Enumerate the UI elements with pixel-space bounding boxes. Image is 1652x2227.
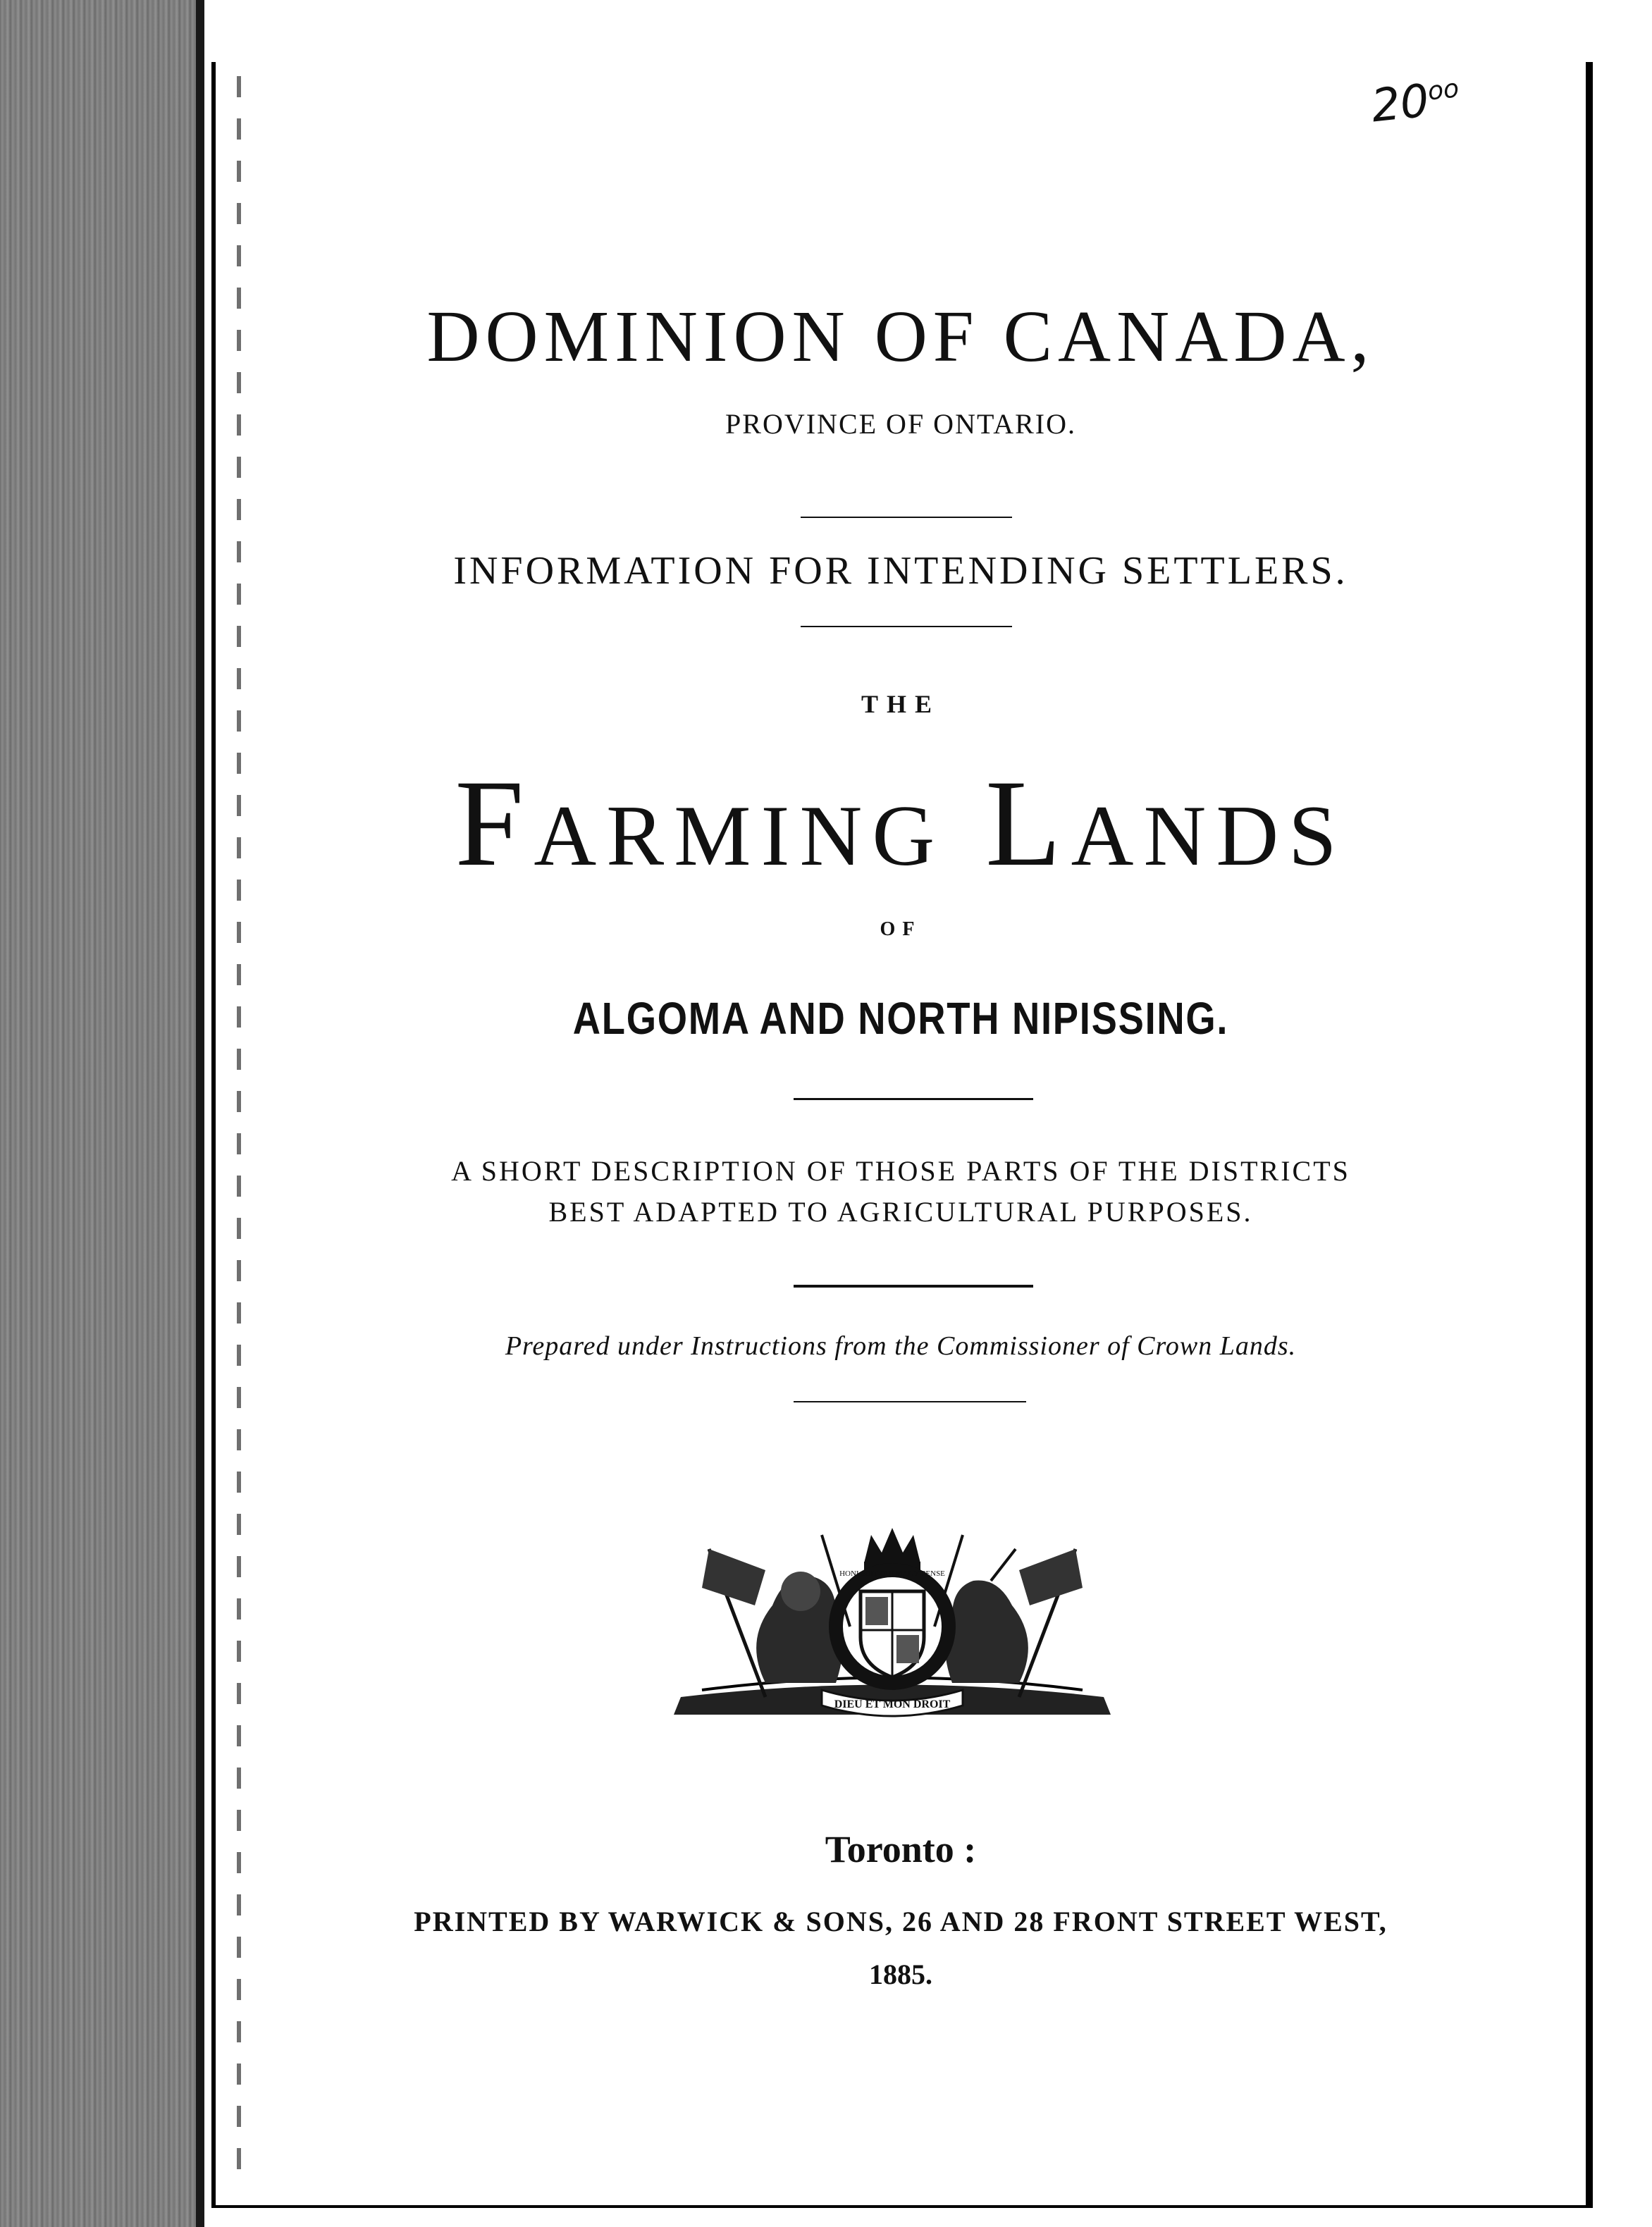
heading-of: OF (880, 918, 922, 940)
handwritten-price-note: $20^{oo}$ (1369, 74, 1460, 133)
motto-ribbon-text: DIEU ET MON DROIT (834, 1698, 951, 1710)
description-line-2: BEST ADAPTED TO AGRICULTURAL PURPOSES. (548, 1196, 1253, 1228)
title-page (211, 62, 1593, 2208)
divider-rule-2 (801, 626, 1012, 627)
imprint-year: 1885. (869, 1958, 932, 1990)
description-line-1: A SHORT DESCRIPTION OF THOSE PARTS OF THE DISTRICTS (451, 1155, 1350, 1187)
divider-rule-1 (801, 517, 1012, 518)
prepared-statement: Prepared under Instructions from the Commissioner of Crown Lands. (505, 1331, 1297, 1361)
heading-the: THE (861, 690, 941, 718)
divider-rule-3 (794, 1098, 1033, 1100)
royal-coat-of-arms-emblem (660, 1521, 1125, 1732)
divider-rule-5 (794, 1401, 1026, 1402)
binding-stitches (237, 76, 241, 2190)
heading-information: INFORMATION FOR INTENDING SETTLERS. (453, 549, 1348, 593)
main-title: Farming Lands (455, 755, 1347, 892)
description (216, 1151, 1586, 1233)
region-title: ALGOMA AND NORTH NIPISSING. (572, 993, 1229, 1044)
divider-rule-4 (794, 1285, 1033, 1288)
heading-province: PROVINCE OF ONTARIO. (725, 408, 1076, 440)
imprint-printer: PRINTED BY WARWICK & SONS, 26 AND 28 FRONT STREET WEST, (414, 1906, 1388, 1937)
heading-dominion: DOMINION OF CANADA, (426, 296, 1375, 377)
imprint-place: Toronto : (825, 1828, 977, 1870)
book-binding-edge (0, 0, 204, 2227)
garter-motto-text: HONI SOIT QUI MAL Y PENSE (839, 1569, 945, 1578)
